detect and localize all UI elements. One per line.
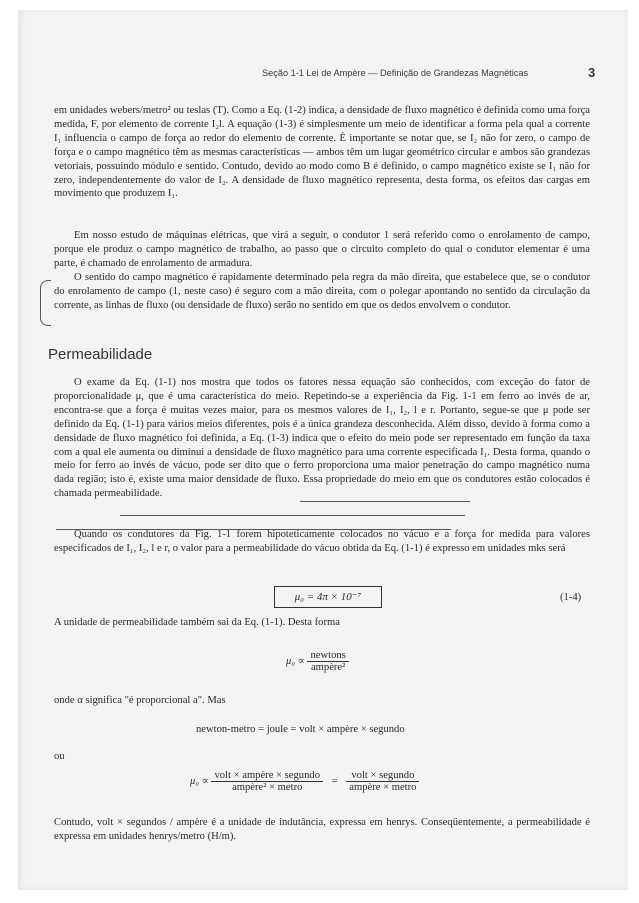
equation-b: newton-metro = joule = volt × ampère × segundo [196,724,405,735]
paragraph-7: onde α significa "é proporcional a". Mas [54,695,226,706]
fraction: $\frac{\text{volt × ampère × segundo}}{\text{ampère² × metro}}$ [211,770,323,793]
running-header [262,65,602,80]
pen-bracket-mark [40,280,51,326]
fraction: $\frac{\text{volt × segundo}}{\text{ampère × metro}}$ [346,770,419,793]
pen-underline-mark [300,501,470,502]
paragraph-1: em unidades webers/metro² ou teslas (T). Como a Eq. (1-2) indica, a densidade de fluxo magnético é definida como uma força medida, F, por elemento de corrente I₂l. A equação (1-3) é simplesmente um meio de identificar a forma pela qual a corrente I₁ influencia o campo de força ao redor do elemento de corrente. É importante se notar que, se I₂ não for zero, o campo de força e o campo magnético têm as mesmas características — ambos têm um lugar geométrico circular e ambos são grandezas vetoriais, possuindo módulo e sentido. Contudo, devido ao modo como B é definido, o campo magnético existe se I₁ não for zero, independentemente do valor de I₂. A densidade de fluxo magnético representa, desta forma, os efeitos das cargas em movimento que produzem I₁. [54,105,590,200]
page-number: 3 [588,65,596,80]
equation-number: (1-4) [560,592,582,603]
word-ou: ou [54,751,65,762]
running-title: Seção 1-1 Lei de Ampère — Definição de Grandezas Magnéticas [262,68,529,78]
paragraph-4: O exame da Eq. (1-1) nos mostra que todos os fatores nessa equação são conhecidos, com exceção do fator de proporcionalidade μ, que é uma característica do meio. Repetindo-se a experiência da Fig. 1-1 em ferro ao invés de ar, encontra-se que a força é muitas vezes maior, para os mesmos valores de I₁, I₂, l e r. Portanto, segue-se que μ pode ser definido da Eq. (1-1) para vários meios diferentes, pois é a única grandeza desconhecida. Além disso, devido à forma como a densidade de fluxo magnético foi definida, a Eq. (1-3) indica que o efeito do meio pode ser representado em função da taxa com a qual ele aumenta ou diminui a densidade de fluxo magnético para uma corrente especificada I₁. Desta forma, quando o meio for ferro ao invés de vácuo, pode ser dito que o ferro proporciona uma maior penetração do campo magnético numa dada região; isto é, existe uma maior densidade de fluxo. Essa propriedade do meio em que os condutores estão colocados é chamada permeabilidade. [54,377,590,500]
equation-c: μ₀ ∝ $\frac{\text{volt × ampère × segundo}}{\text{ampère² × metro}}$ = $\frac{\text{volt × segundo}}{\text{ampère × metro}}$ [190,770,419,793]
pen-underline-mark [120,515,465,516]
paragraph-6: A unidade de permeabilidade também sai da Eq. (1-1). Desta forma [54,617,340,628]
paragraph-8: Contudo, volt × segundos / ampère é a unidade de indutância, expressa em henrys. Conseqüentemente, a permeabilidade é expressa em unidades henrys/metro (H/m). [54,817,590,842]
equation-1-4: μ₀ = 4π × 10⁻⁷ [274,586,382,608]
section-title: Permeabilidade [48,346,153,363]
fraction: $\frac{\text{newtons}}{\text{ampère²}}$ [307,650,348,673]
paragraph-5: Quando os condutores da Fig. 1-1 forem hipoteticamente colocados no vácuo e a força for medida para valores especificados de I₁, I₂, l e r, o valor para a permeabilidade do vácuo obtida da Eq. (1-1) é expresso em unidades mks será [54,529,590,554]
paragraph-3: O sentido do campo magnético é rapidamente determinado pela regra da mão direita, que estabelece que, se o condutor do enrolamento de campo (1, neste caso) é seguro com a mão direita, com o polegar apontando no sentido da circulação da corrente, as linhas de fluxo (ou densidade de fluxo) serão no sentido em que os dedos envolvem o condutor. [54,272,590,311]
paragraph-2: Em nosso estudo de máquinas elétricas, que virá a seguir, o condutor 1 será referido como o enrolamento de campo, porque ele produz o campo magnético de trabalho, ao passo que o circuito completo do qual o condutor elementar é uma parte, é chamado de enrolamento de armadura. [54,230,590,269]
equation-a: μ₀ ∝ $\frac{\text{newtons}}{\text{ampère²}}$ [286,650,349,673]
